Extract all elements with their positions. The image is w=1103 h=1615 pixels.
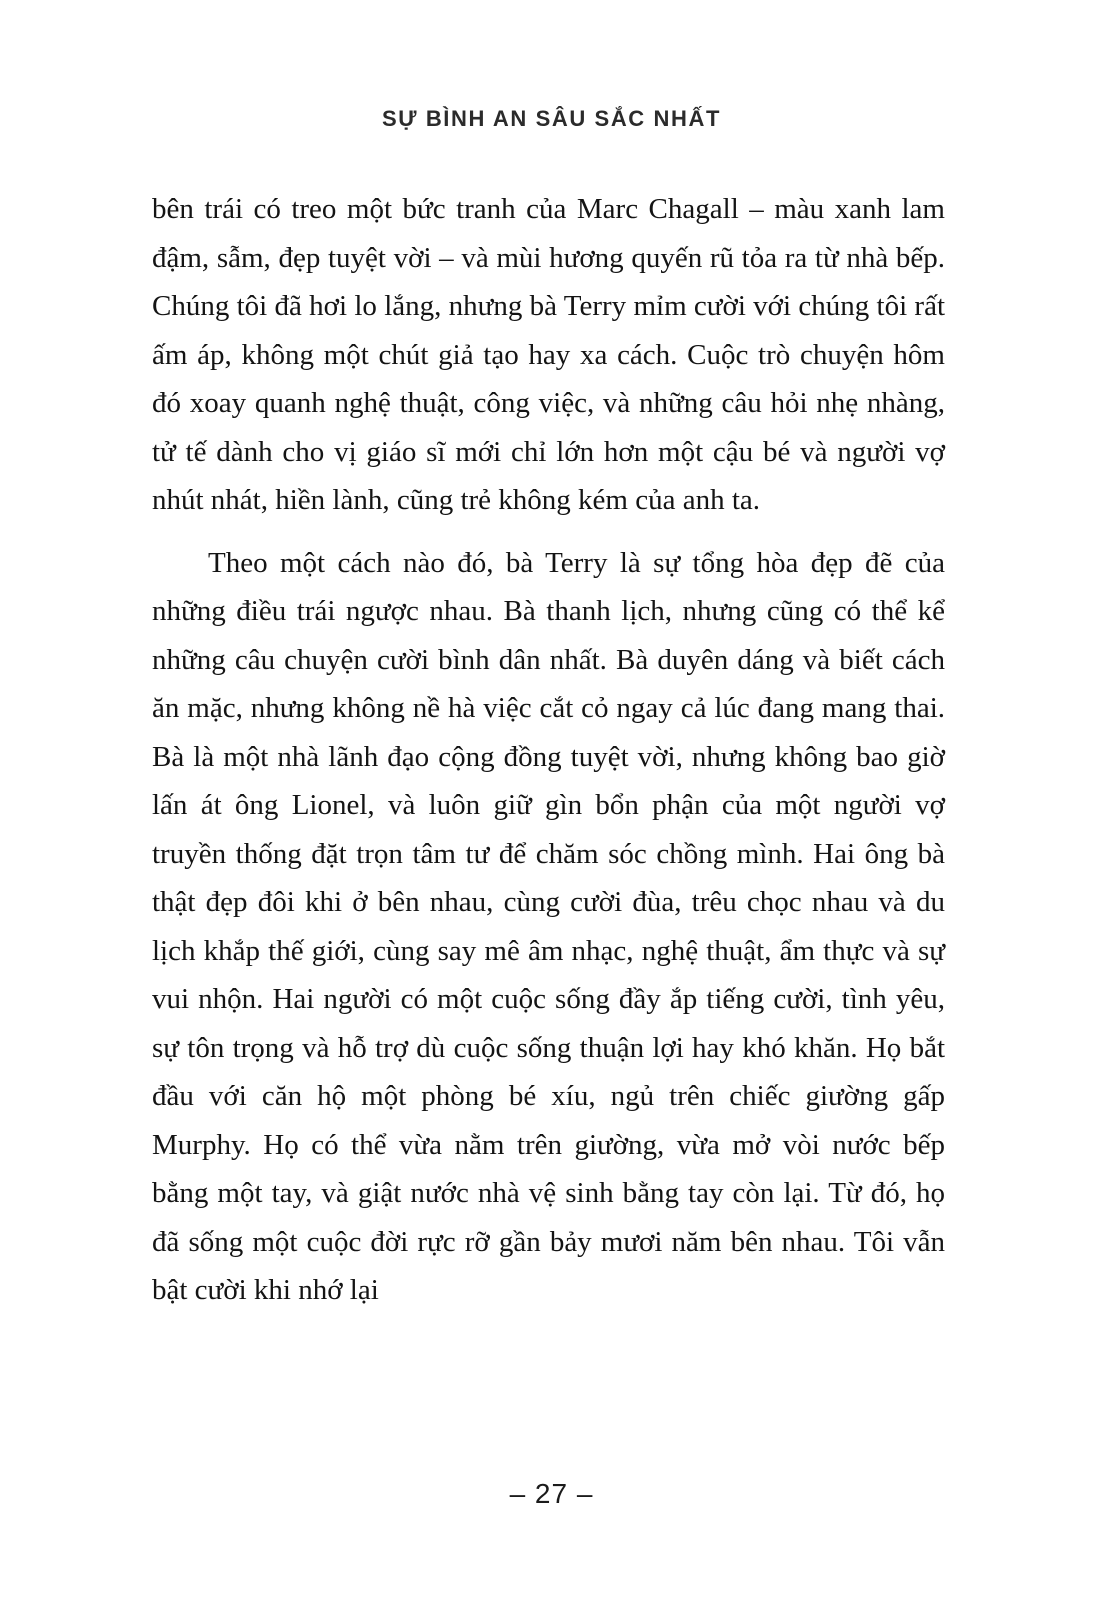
paragraph-continuation: bên trái có treo một bức tranh của Marc Chagall – màu xanh lam đậm, sẫm, đẹp tuyệt vời – và mùi hương quyến rũ tỏa ra từ nhà bếp. Chúng tôi đã hơi lo lắng, nhưng bà Terry mỉm cười với chúng tôi rất ấm áp, không một chút giả tạo hay xa cách. Cuộc trò chuyện hôm đó xoay quanh nghệ thuật, công việc, và những câu hỏi nhẹ nhàng, tử tế dành cho vị giáo sĩ mới chỉ lớn hơn một cậu bé và người vợ nhút nhát, hiền lành, cũng trẻ không kém của anh ta.	[152, 193, 945, 516]
page-number: – 27 –	[509, 1478, 594, 1509]
running-header: SỰ BÌNH AN SÂU SẮC NHẤT	[381, 106, 722, 131]
body-text	[152, 185, 945, 1315]
paragraph: Theo một cách nào đó, bà Terry là sự tổng hòa đẹp đẽ của những điều trái ngược nhau. Bà thanh lịch, nhưng cũng có thể kể những câu chuyện cười bình dân nhất. Bà duyên dáng và biết cách ăn mặc, nhưng không nề hà việc cắt cỏ ngay cả lúc đang mang thai. Bà là một nhà lãnh đạo cộng đồng tuyệt vời, nhưng không bao giờ lấn át ông Lionel, và luôn giữ gìn bổn phận của một người vợ truyền thống đặt trọn tâm tư để chăm sóc chồng mình. Hai ông bà thật đẹp đôi khi ở bên nhau, cùng cười đùa, trêu chọc nhau và du lịch khắp thế giới, cùng say mê âm nhạc, nghệ thuật, ẩm thực và sự vui nhộn. Hai người có một cuộc sống đầy ắp tiếng cười, tình yêu, sự tôn trọng và hỗ trợ dù cuộc sống thuận lợi hay khó khăn. Họ bắt đầu với căn hộ một phòng bé xíu, ngủ trên chiếc giường gấp Murphy. Họ có thể vừa nằm trên giường, vừa mở vòi nước bếp bằng một tay, và giật nước nhà vệ sinh bằng tay còn lại. Từ đó, họ đã sống một cuộc đời rực rỡ gần bảy mươi năm bên nhau. Tôi vẫn bật cười khi nhớ lại	[152, 546, 945, 1306]
